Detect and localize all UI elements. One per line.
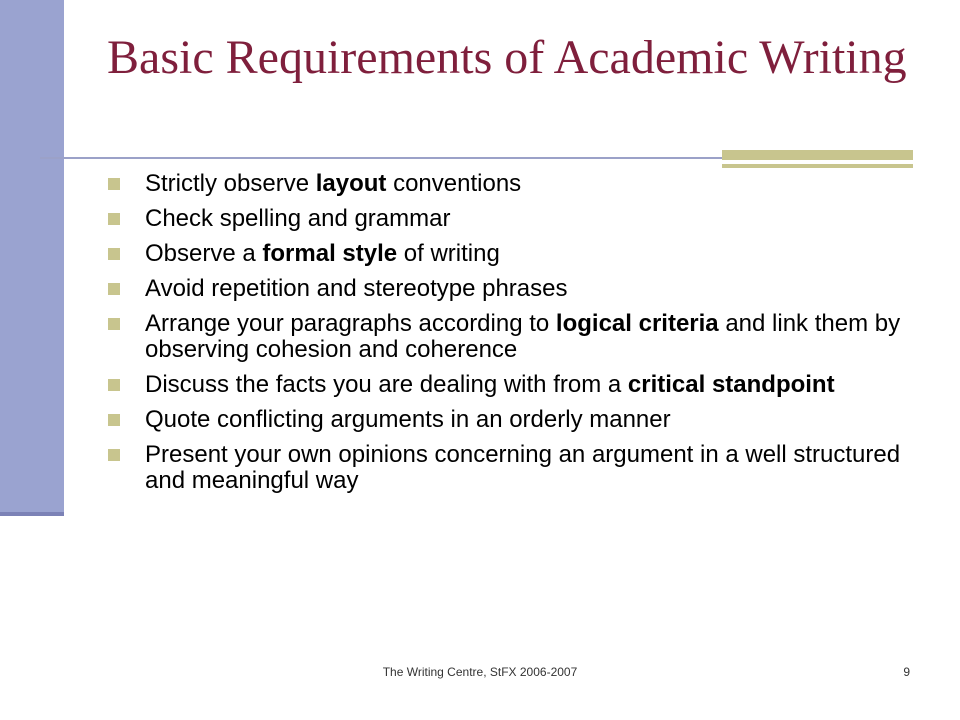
bullet-text: and link them by observing cohesion and coherence (145, 310, 901, 363)
bullet-item (0, 241, 905, 267)
bullet-text: Arrange your paragraphs according to (145, 310, 556, 337)
square-bullet-icon (108, 414, 120, 426)
side-bar-shadow (0, 512, 64, 516)
bullet-text: Check spelling and grammar (145, 205, 451, 232)
bullet-item (0, 206, 905, 232)
accent-bar (722, 150, 913, 160)
slide-title: Basic Requirements of Academic Writing (107, 31, 907, 84)
bullet-text: Present your own opinions concerning an argument in a well structured and meaningful way (145, 441, 901, 494)
square-bullet-icon (108, 449, 120, 461)
bullet-item (0, 372, 905, 398)
bullet-emphasis: logical criteria (555, 310, 719, 337)
bullet-text: Quote conflicting arguments in an orderly manner (145, 406, 671, 433)
bullet-text: Strictly observe (145, 170, 316, 197)
square-bullet-icon (108, 318, 120, 330)
bullet-text: Avoid repetition and stereotype phrases (145, 275, 568, 302)
square-bullet-icon (108, 379, 120, 391)
bullet-emphasis: critical standpoint (627, 371, 835, 398)
accent-bar-thin (722, 164, 913, 168)
square-bullet-icon (108, 178, 120, 190)
square-bullet-icon (108, 248, 120, 260)
bullet-item (0, 442, 905, 494)
bullet-text: conventions (386, 170, 522, 197)
square-bullet-icon (108, 213, 120, 225)
bullet-item (0, 171, 905, 197)
bullet-item (0, 276, 905, 302)
bullet-text: of writing (397, 240, 500, 267)
bullet-text: Discuss the facts you are dealing with from a (145, 371, 628, 398)
page-number: 9 (903, 665, 910, 679)
bullet-item (0, 407, 905, 433)
bullet-list (0, 171, 960, 503)
footer-text: The Writing Centre, StFX 2006-2007 (382, 665, 578, 679)
bullet-emphasis: layout (315, 170, 387, 197)
bullet-item (0, 311, 905, 363)
bullet-text: Observe a (145, 240, 263, 267)
square-bullet-icon (108, 283, 120, 295)
bullet-emphasis: formal style (262, 240, 398, 267)
